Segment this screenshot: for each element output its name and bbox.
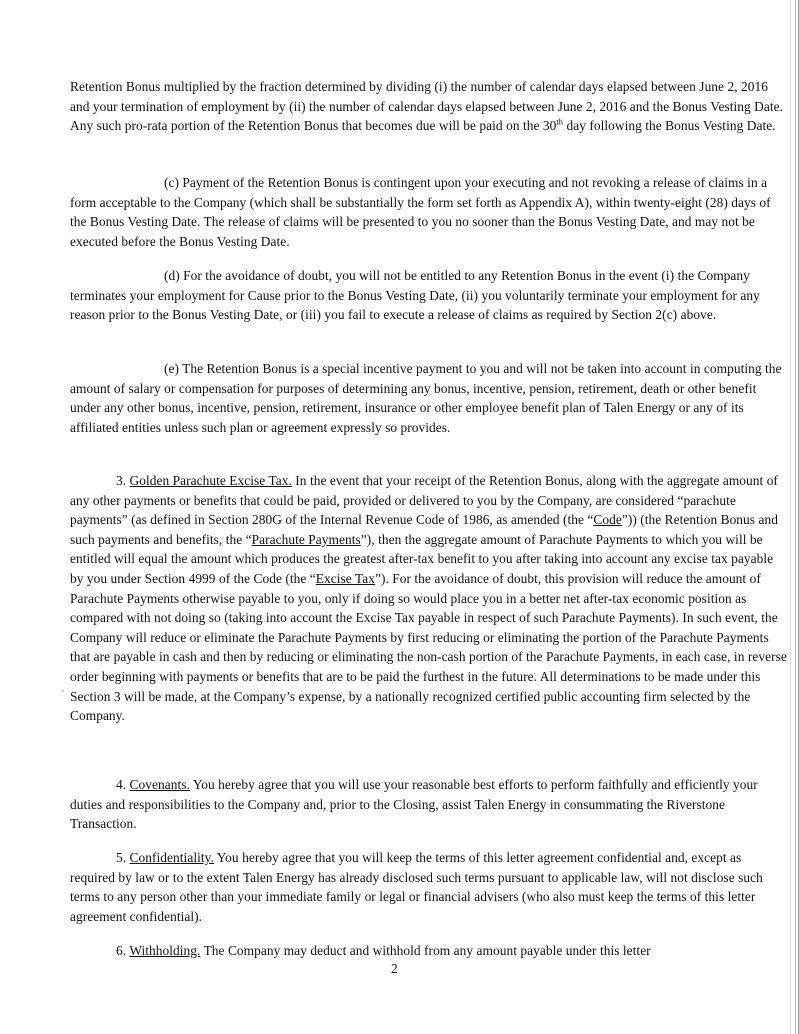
- section-heading: Withholding.: [129, 943, 201, 958]
- section-3-golden-parachute: [70, 471, 788, 726]
- paragraph-2e-special-incentive: (e) The Retention Bonus is a special incentive payment to you and will not be taken into account in computing the amount of salary or compensation for purposes of determining any bonus, incentive, pension, retirement, death or other benefit under any other bonus, incentive, pension, retirement, insurance or other employee benefit plan of Talen Energy or any of its affiliated entities unless such plan or agreement expressly so provides.: [70, 361, 782, 435]
- paragraph-2c-release-of-claims: (c) Payment of the Retention Bonus is contingent upon your executing and not revoking a release of claims in a form acceptable to the Company (which shall be substantially the form set forth as Appendix A), within twenty-eight (28) days of the Bonus Vesting Date. The release of claims will be presented to you no sooner than the Bonus Vesting Date, and may not be executed before the Bonus Vesting Date.: [70, 175, 771, 249]
- section-5-confidentiality: [70, 848, 788, 926]
- section-number: 4.: [116, 777, 130, 792]
- section-text: You hereby agree that you will use your reasonable best efforts to perform faithfully and efficiently your duties and responsibilities to the Company and, prior to the Closing, assist Talen Energy in consummating the Riverstone Transaction.: [70, 777, 758, 832]
- paragraph-text-end: day following the Bonus Vesting Date.: [563, 118, 776, 134]
- section-number: 5.: [116, 850, 130, 865]
- section-text: ”). For the avoidance of doubt, this provision will reduce the amount of Parachute Payments otherwise payable to you, only if doing so would place you in a better net after-tax economic position as compared with not doing so (taking into account the Excise Tax payable in respect of such Parachute Payments). In such event, the Company will reduce or eliminate the Parachute Payments by first reducing or eliminating the portion of the Parachute Payments that are payable in cash and then by reducing or eliminating the non-cash portion of the Parachute Payments, in each case, in reverse order beginning with payments or benefits that are to be paid the furthest in the future. All determinations to be made under this Section 3 will be made, at the Company’s expense, by a nationally recognized certified public accounting firm selected by the Company.: [70, 570, 787, 724]
- section-heading: Covenants.: [129, 777, 190, 792]
- defined-term-code: Code: [593, 512, 622, 528]
- paragraph-text: Retention Bonus multiplied by the fraction determined by dividing (i) the number of calendar days elapsed between June 2, 2016 and your termination of employment by (ii) the number of calendar days elapsed between June 2, 2016 and the Bonus Vesting Date. Any such pro-rata portion of the Retention Bonus that becomes due will be paid on the 30: [70, 79, 784, 134]
- section-6-withholding: [70, 941, 788, 961]
- scan-artifact: [62, 690, 64, 692]
- scan-edge-line: [795, 0, 796, 1034]
- section-text: You hereby agree that you will keep the terms of this letter agreement confidential and, except as required by law or to the extent Talen Energy has already disclosed such terms pursuant to applicable law, will not disclose such terms to any person other than your immediate family or legal or financial advisers (who also must keep the terms of this letter agreement confidential).: [70, 850, 763, 924]
- defined-term-parachute-payments: Parachute Payments: [251, 531, 361, 547]
- section-text: In the event that your receipt of the Retention Bonus, along with the aggregate amount of any other payments or benefits that could be paid, provided or delivered to you by the Company, are considered “parachute payments” (as defined in Section 280G of the Internal Revenue Code of 1986, as amended (the “: [70, 473, 778, 528]
- section-number: 3.: [116, 473, 130, 488]
- paragraph-retention-prorata: [70, 77, 788, 136]
- paragraph-2d-avoidance-of-doubt: (d) For the avoidance of doubt, you will not be entitled to any Retention Bonus in the event (i) the Company terminates your employment for Cause prior to the Bonus Vesting Date, (ii) you voluntarily terminate your employment for any reason prior to the Bonus Vesting Date, or (iii) you fail to execute a release of claims as required by Section 2(c) above.: [70, 268, 760, 323]
- page-number: 2: [391, 961, 398, 976]
- scan-edge-line: [790, 0, 791, 1034]
- defined-term-excise-tax: Excise Tax: [315, 570, 375, 586]
- section-4-covenants: [70, 775, 788, 834]
- section-text: ”)) (the Retention Bonus and such payments and benefits, the “: [70, 512, 778, 547]
- section-number: 6.: [116, 943, 130, 958]
- section-heading: Golden Parachute Excise Tax.: [129, 473, 292, 488]
- superscript-ordinal: th: [556, 116, 564, 127]
- section-text: The Company may deduct and withhold from any amount payable under this letter: [200, 943, 651, 958]
- section-text: ”), then the aggregate amount of Parachute Payments to which you will be entitled will equal the amount which produces the greatest after-tax benefit to you after taking into account any excise tax payable by you under Section 4999 of the Code (the “: [70, 531, 774, 586]
- section-heading: Confidentiality.: [129, 850, 214, 865]
